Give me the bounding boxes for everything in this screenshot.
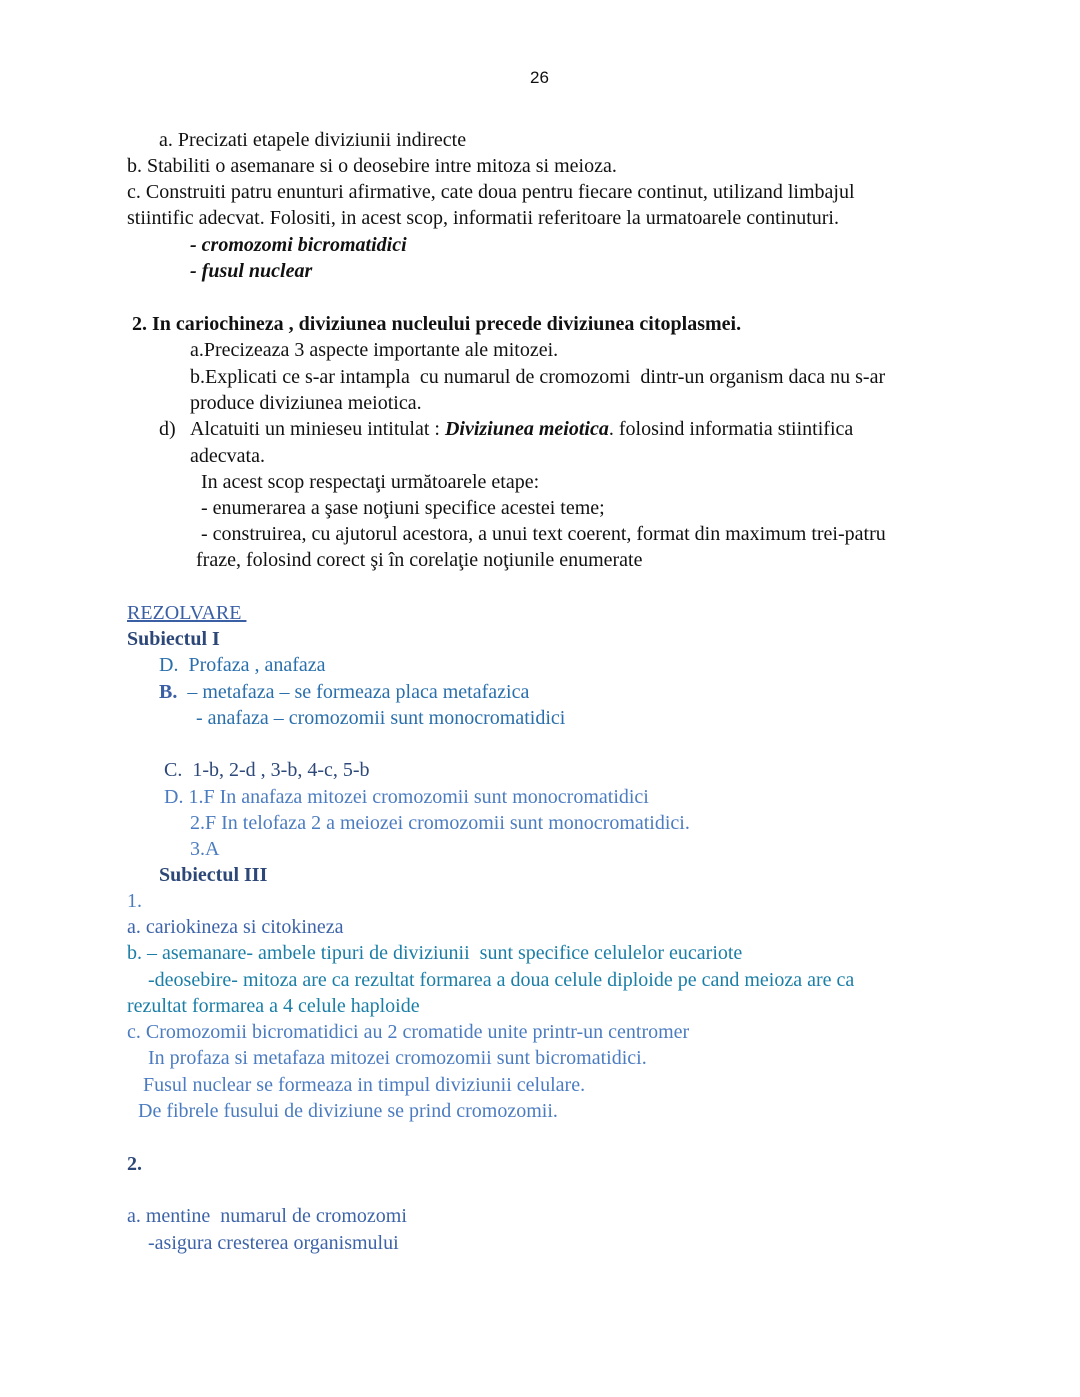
question-1c-line2: stiintific adecvat. Folositi, in acest scop, informatii referitoare la urmatoarele continuturi. (127, 207, 839, 229)
s3-1b-line3: rezultat formarea a 4 celule haploide (127, 995, 420, 1017)
question-2d-label: d) (159, 418, 176, 440)
question-2d-line6: fraze, folosind corect şi în corelaţie noţiunile enumerate (196, 549, 643, 571)
s3-2a-line2: -asigura cresterea organismului (148, 1232, 399, 1254)
s1-answer-c: C. 1-b, 2-d , 3-b, 4-c, 5-b (164, 759, 370, 781)
question-2d-line1 (190, 417, 853, 441)
s1-answer-d: D. Profaza , anafaza (159, 654, 326, 676)
question-1b: b. Stabiliti o asemanare si o deosebire intre mitoza si meioza. (127, 155, 617, 177)
question-2d-line5: - construirea, cu ajutorul acestora, a unui text coerent, format din maximum trei-patru (201, 523, 886, 545)
s3-1a: a. cariokineza si citokineza (127, 916, 344, 938)
question-2b-line2: produce diviziunea meiotica. (190, 392, 422, 414)
s3-1c-line1: c. Cromozomii bicromatidici au 2 cromatide unite printr-un centromer (127, 1021, 690, 1043)
s1-answer-b-line2: - anafaza – cromozomii sunt monocromatidici (196, 707, 566, 729)
question-1c-line1: c. Construiti patru enunturi afirmative, cate doua pentru fiecare continut, utilizand limbajul (127, 181, 855, 203)
question-1a: a. Precizati etapele diviziunii indirecte (159, 129, 467, 151)
s3-item-1: 1. (127, 890, 142, 912)
s1-answer-d2-line2: 2.F In telofaza 2 a meiozei cromozomii sunt monocromatidici. (190, 812, 690, 834)
question-2d-line4: - enumerarea a şase noţiuni specifice acestei teme; (201, 497, 605, 519)
essay-title: Diviziunea meiotica (444, 418, 609, 440)
page-number: 26 (530, 68, 549, 87)
s3-1c-line3: Fusul nuclear se formeaza in timpul diviziunii celulare. (143, 1074, 586, 1096)
question-1c-item2: - fusul nuclear (190, 260, 313, 282)
s3-1c-line2: In profaza si metafaza mitozei cromozomii sunt bicromatidici. (148, 1047, 647, 1069)
question-2-title: 2. In cariochineza , diviziunea nucleului precede diviziunea citoplasmei. (132, 313, 742, 335)
s1-answer-d2-line1: D. 1.F In anafaza mitozei cromozomii sunt monocromatidici (164, 786, 649, 808)
s3-item-2: 2. (127, 1153, 142, 1175)
question-2b-line1: b.Explicati ce s-ar intampla cu numarul de cromozomi dintr-un organism daca nu s-ar (190, 366, 886, 388)
subject-3-heading: Subiectul III (159, 864, 268, 886)
question-1c-item1: - cromozomi bicromatidici (190, 234, 407, 256)
s3-1c-line4: De fibrele fusului de diviziune se prind cromozomii. (138, 1100, 558, 1122)
s3-2a-line1: a. mentine numarul de cromozomi (127, 1205, 407, 1227)
s1-b-label: B. (159, 681, 178, 703)
question-2d-text-end: . folosind informatia stiintifica (608, 418, 854, 440)
s1-answer-b-line1 (159, 680, 529, 704)
question-2a: a.Precizeaza 3 aspecte importante ale mitozei. (190, 339, 559, 361)
question-2d-line3: In acest scop respectaţi următoarele etape: (201, 471, 540, 493)
question-2d-text: Alcatuiti un minieseu intitulat : (190, 418, 445, 440)
s3-1b-line1: b. – asemanare- ambele tipuri de diviziunii sunt specifice celulelor eucariote (127, 942, 743, 964)
s1-b-text: – metafaza – se formeaza placa metafazica (177, 681, 530, 703)
s1-answer-d2-line3: 3.A (190, 838, 220, 860)
s3-1b-line2: -deosebire- mitoza are ca rezultat formarea a doua celule diploide pe cand meioza are ca (148, 969, 855, 991)
question-2d-line2: adecvata. (190, 445, 265, 467)
subject-1-heading: Subiectul I (127, 628, 220, 650)
solution-heading: REZOLVARE (127, 602, 247, 624)
